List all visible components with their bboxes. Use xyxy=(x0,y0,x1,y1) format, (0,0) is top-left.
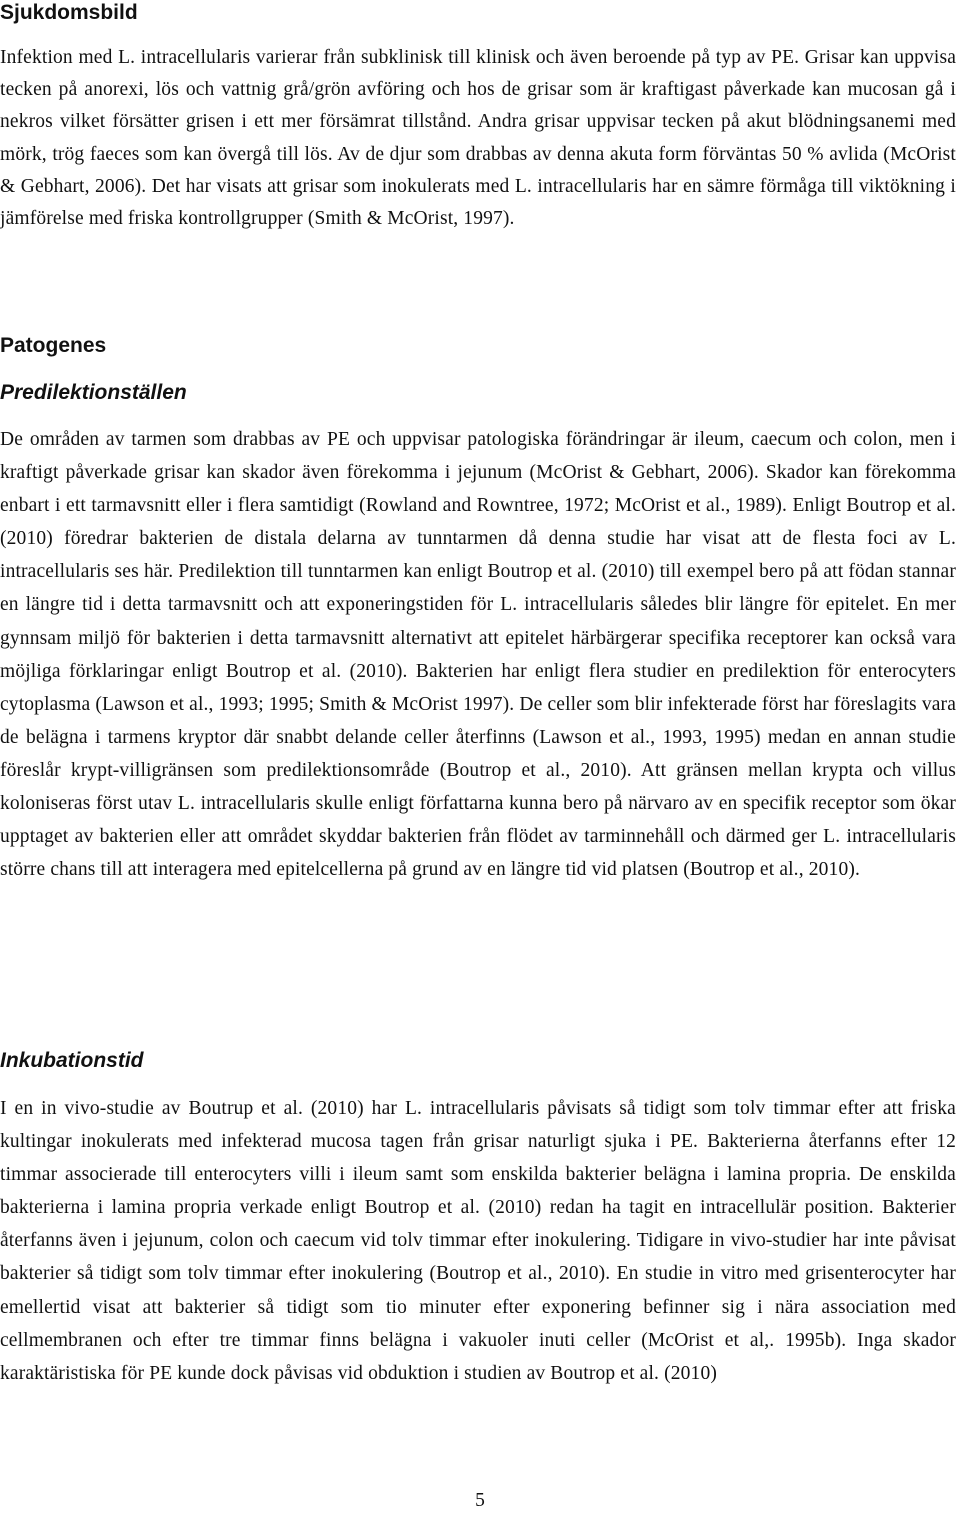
heading-sjukdomsbild: Sjukdomsbild xyxy=(0,1,138,24)
heading-inkubationstid: Inkubationstid xyxy=(0,1049,144,1072)
paragraph-inkubationstid: I en in vivo-studie av Boutrup et al. (2010) har L. intracellularis påvisats så tidigt som tolv timmar efter att friska kultingar inokulerats med infekterad mucosa tagen från grisar naturligt sjuka i PE. Bakterierna återfanns efter 12 timmar associerade till enterocyters villi i ileum samt som enskilda bakterier belägna i lamina propria. De enskilda bakterierna i lamina propria verkade enligt Boutrop et al. (2010) redan ha tagit en intracellulär position. Bakterier återfanns även i jejunum, colon och caecum vid tolv timmar efter inokulering. Tidigare in vivo-studier har inte påvisat bakterier så tidigt som tolv timmar efter inokulering (Boutrop et al., 2010). En studie in vitro med grisenterocyter har emellertid visat att bakterier så tidigt som tio minuter efter exponering befinner sig i nära association med cellmembranen och efter tre timmar finns belägna i vakuoler inuti celler (McOrist et al,. 1995b). Inga skador karaktäristiska för PE kunde dock påvisas vid obduktion i studien av Boutrop et al. (2010) xyxy=(0,1098,956,1384)
paragraph-predilektionstallen: De områden av tarmen som drabbas av PE och uppvisar patologiska förändringar är ileum, caecum och colon, men i kraftigt påverkade grisar kan skador även förekomma i jejunum (McOrist & Gebhart, 2006). Skador kan förekomma enbart i ett tarmavsnitt eller i flera samtidigt (Rowland and Rowntree, 1972; McOrist et al., 1989). Enligt Boutrop et al. (2010) föredrar bakterien de distala delarna av tunntarmen då denna studie har visat att de flesta foci av L. intracellularis ses här. Predilektion till tunntarmen kan enligt Boutrop et al. (2010) till exempel bero på att födan stannar en längre tid i detta tarmavsnitt och att exponeringstiden för L. intracellularis således blir längre för epitelet. En mer gynnsam miljö för bakterien i detta tarmavsnitt alternativt att epitelet härbärgerar specifika receptorer kan också vara möjliga förklaringar enligt Boutrop et al. (2010). Bakterien har enligt flera studier en predilektion för enterocyters cytoplasma (Lawson et al., 1993; 1995; Smith & McOrist 1997). De celler som blir infekterade först har föreslagits vara de belägna i tarmens kryptor där snabbt delande celler återfinns (Lawson et al., 1993, 1995) medan en annan studie föreslår krypt-villigränsen som predilektionsområde (Boutrop et al., 2010). Att gränsen mellan krypta och villus koloniseras först utav L. intracellularis skulle enligt författarna kunna bero på närvaro av en specifik receptor som ökar upptaget av bakterien eller att området skyddar bakterien från flödet av tarminnehåll och därmed ger L. intracellularis större chans till att interagera med epitelcellerna på grund av en längre tid vid platsen (Boutrop et al., 2010). xyxy=(0,429,956,881)
paragraph-sjukdomsbild: Infektion med L. intracellularis varierar från subklinisk till klinisk och även beroende på typ av PE. Grisar kan uppvisa tecken på anorexi, lös och vattnig grå/grön avföring och hos de grisar som är kraftigast påverkade kan mucosan gå i nekros vilket försätter grisen i ett mer försämrat tillstånd. Andra grisar uppvisar tecken på akut blödningsanemi med mörk, trög faeces som kan övergå till lös. Av de djur som drabbas av denna akuta form förväntas 50 % avlida (McOrist & Gebhart, 2006). Det har visats att grisar som inokulerats med L. intracellularis har en sämre förmåga till viktökning i jämförelse med friska kontrollgrupper (Smith & McOrist, 1997). xyxy=(0,47,956,230)
page-number: 5 xyxy=(475,1490,485,1511)
heading-patogenes: Patogenes xyxy=(0,334,107,357)
heading-predilektionstallen: Predilektionställen xyxy=(0,381,187,404)
